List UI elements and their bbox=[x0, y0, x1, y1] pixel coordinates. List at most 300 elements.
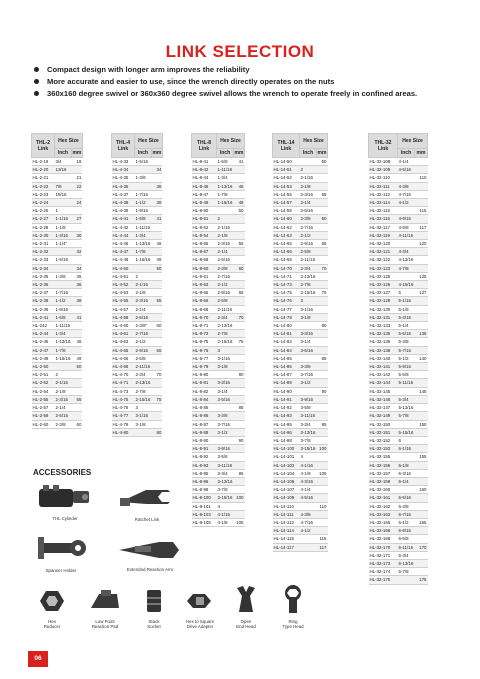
model-cell: HL-8-82 bbox=[192, 387, 217, 395]
table-row bbox=[112, 404, 163, 412]
mm-cell: 32 bbox=[71, 248, 82, 256]
mm-cell bbox=[151, 363, 162, 371]
inch-cell: 3-9/16 bbox=[217, 445, 234, 453]
model-cell: HL-32-158 bbox=[369, 477, 398, 485]
model-cell: HL-8-41 bbox=[192, 158, 217, 166]
link-header bbox=[112, 134, 135, 158]
inch-cell: 2-5/16 bbox=[300, 207, 317, 215]
table-row bbox=[192, 305, 245, 313]
table-row bbox=[273, 363, 328, 371]
mm-cell bbox=[234, 461, 245, 469]
table-row bbox=[369, 371, 428, 379]
model-cell: HL-8-57 bbox=[192, 248, 217, 256]
cylinder-icon bbox=[33, 483, 97, 511]
inch-cell: 2-3/16 bbox=[55, 395, 72, 403]
mm-cell bbox=[415, 322, 428, 330]
model-cell: HL-14-70 bbox=[273, 264, 300, 272]
mm-cell: 30 bbox=[71, 231, 82, 239]
table-row bbox=[273, 240, 328, 248]
inch-cell: 2-3/8 bbox=[300, 215, 317, 223]
mm-cell: 117 bbox=[415, 223, 428, 231]
mm-cell bbox=[71, 412, 82, 420]
table-row bbox=[273, 231, 328, 239]
mm-cell: 75 bbox=[151, 395, 162, 403]
mm-cell bbox=[317, 395, 328, 403]
model-cell: HL-32-111 bbox=[369, 182, 398, 190]
mm-cell bbox=[234, 477, 245, 485]
inch-cell: 1-13/16 bbox=[217, 183, 233, 189]
inch-header: Inch bbox=[55, 149, 72, 158]
table-row bbox=[369, 387, 428, 395]
mm-cell bbox=[317, 297, 328, 305]
table-row bbox=[32, 223, 83, 231]
inch-cell bbox=[135, 428, 152, 436]
inch-cell: 1-15/16 bbox=[135, 257, 151, 263]
model-cell: HL-4-50 bbox=[112, 264, 135, 272]
table-row bbox=[369, 363, 428, 371]
model-cell: HL-8-92 bbox=[192, 453, 217, 461]
inch-cell: 3-3/8 bbox=[217, 412, 234, 420]
table-row bbox=[369, 568, 428, 576]
table-row bbox=[369, 510, 428, 518]
inch-cell: 3-1/4 bbox=[300, 338, 317, 346]
model-cell: HL-2-59 bbox=[32, 412, 55, 420]
mm-cell bbox=[71, 289, 82, 297]
model-cell: HL-14-77 bbox=[273, 305, 300, 313]
inch-cell: 4-1/2 bbox=[300, 527, 317, 535]
open-end-head-icon bbox=[233, 584, 259, 614]
table-row bbox=[32, 387, 83, 395]
table-row bbox=[273, 379, 328, 387]
inch-cell bbox=[135, 264, 152, 272]
table-row bbox=[369, 313, 428, 321]
accessory-hex-reducer bbox=[30, 588, 74, 629]
table-row bbox=[192, 518, 245, 526]
table-row bbox=[369, 502, 428, 510]
model-cell: HL-8-100 bbox=[192, 494, 217, 502]
mm-cell bbox=[317, 231, 328, 239]
feature-item: More accurate and easier to use, since the wrench directly operates on the nuts bbox=[34, 76, 454, 87]
inch-cell: 3-1/16 bbox=[217, 354, 234, 362]
mm-cell: 36 bbox=[151, 182, 162, 190]
model-cell: HL-4-33 bbox=[112, 158, 135, 166]
model-cell: HL-8-80 bbox=[192, 371, 217, 379]
model-cell: HL-14-104 bbox=[273, 469, 300, 477]
model-cell: HL-32-138 bbox=[369, 346, 398, 354]
inch-cell: 1-11/16 bbox=[217, 167, 233, 173]
model-cell: HL-14-98 bbox=[273, 436, 300, 444]
mm-cell: 145 bbox=[415, 387, 428, 395]
table-row bbox=[112, 240, 163, 248]
inch-cell: 3-15/16 bbox=[217, 495, 233, 501]
mm-cell bbox=[151, 281, 162, 289]
inch-cell: 5-5/8 bbox=[398, 371, 415, 379]
model-cell: HL-14-101 bbox=[273, 453, 300, 461]
mm-cell bbox=[234, 395, 245, 403]
table-row bbox=[112, 322, 163, 330]
model-cell: HL-8-52 bbox=[192, 223, 217, 231]
mm-cell bbox=[151, 420, 162, 428]
inch-cell: 1-7/8 bbox=[135, 248, 152, 256]
model-cell: HL-2-49 bbox=[32, 354, 55, 362]
table-row bbox=[32, 371, 83, 379]
accessory-ratchet-link bbox=[112, 480, 182, 522]
model-cell: HL-4-76 bbox=[112, 404, 135, 412]
inch-cell: 3-1/8 bbox=[300, 313, 317, 321]
model-cell: HL-32-166 bbox=[369, 527, 398, 535]
inch-cell: 4 bbox=[300, 453, 317, 461]
model-cell: HL-2-55 bbox=[32, 395, 55, 403]
model-cell: HL-32-109 bbox=[369, 166, 398, 174]
inch-cell: 4-3/16 bbox=[300, 477, 317, 485]
mm-cell bbox=[71, 330, 82, 338]
model-cell: HL-32-146 bbox=[369, 395, 398, 403]
table-row bbox=[192, 363, 245, 371]
table-row bbox=[273, 338, 328, 346]
table-row bbox=[369, 518, 428, 526]
mm-cell bbox=[151, 231, 162, 239]
model-cell: HL-14-100 bbox=[273, 445, 300, 453]
table-row bbox=[112, 313, 163, 321]
model-cell: HL-4-57 bbox=[112, 305, 135, 313]
table-row bbox=[369, 207, 428, 215]
mm-cell bbox=[415, 412, 428, 420]
mm-cell: 105 bbox=[234, 518, 245, 526]
table-row bbox=[192, 264, 245, 272]
model-cell: HL-14-62 bbox=[273, 223, 300, 231]
model-cell: HL-4-41 bbox=[112, 215, 135, 223]
table-row bbox=[273, 428, 328, 436]
mm-cell: 21 bbox=[71, 174, 82, 182]
inch-cell: 6-13/16 bbox=[398, 560, 414, 566]
model-cell: HL-2-33 bbox=[32, 256, 55, 264]
inch-cell: 3-3/8 bbox=[300, 363, 317, 371]
table-row bbox=[369, 322, 428, 330]
mm-header: mm bbox=[234, 150, 244, 156]
model-cell: HL-14-87 bbox=[273, 371, 300, 379]
table-row bbox=[369, 272, 428, 280]
mm-cell bbox=[151, 272, 162, 280]
inch-cell: 2 bbox=[300, 166, 317, 174]
table-row bbox=[32, 199, 83, 207]
table-row bbox=[32, 158, 83, 166]
model-cell: HL-2-27 bbox=[32, 215, 55, 223]
model-cell: HL-8-71 bbox=[192, 322, 217, 330]
inch-cell: 4-5/16 bbox=[300, 494, 317, 502]
inch-cell: 4-3/8 bbox=[300, 510, 317, 518]
inch-cell: 6-3/16 bbox=[398, 469, 415, 477]
mm-cell: 41 bbox=[151, 215, 162, 223]
inch-cell bbox=[300, 535, 317, 543]
table-row bbox=[273, 436, 328, 444]
accessory-ring-head bbox=[268, 584, 318, 629]
link-table bbox=[191, 133, 245, 527]
table-row bbox=[32, 240, 83, 248]
inch-cell: 2-11/16 bbox=[217, 306, 233, 312]
model-cell: HL-8-42 bbox=[192, 166, 217, 174]
table-row bbox=[32, 395, 83, 403]
model-cell: HL-4-79 bbox=[112, 420, 135, 428]
feature-list bbox=[34, 64, 454, 100]
ring-head-icon bbox=[280, 584, 306, 614]
table-row bbox=[273, 477, 328, 485]
table-row bbox=[112, 281, 163, 289]
mm-cell: 55 bbox=[71, 395, 82, 403]
table-row bbox=[112, 264, 163, 272]
model-cell: HL-4-36 bbox=[112, 182, 135, 190]
table-row bbox=[112, 166, 163, 174]
table-row bbox=[273, 469, 328, 477]
table-row bbox=[192, 494, 245, 502]
mm-cell bbox=[151, 223, 162, 231]
link-header-line: THL-4 bbox=[115, 139, 131, 146]
mm-cell bbox=[234, 453, 245, 461]
inch-cell bbox=[398, 207, 415, 215]
mm-cell: 85 bbox=[234, 404, 245, 412]
inch-cell: 3 bbox=[217, 346, 234, 354]
table-row bbox=[192, 231, 245, 239]
table-row bbox=[32, 289, 83, 297]
inch-cell bbox=[217, 371, 234, 379]
table-row bbox=[273, 387, 328, 395]
model-cell: HL-4-44 bbox=[112, 231, 135, 239]
inch-cell: 2-1/16 bbox=[217, 223, 234, 231]
model-cell: HL-4-34 bbox=[112, 166, 135, 174]
mm-cell: 50 bbox=[151, 264, 162, 272]
inch-cell: 6-11/16 bbox=[398, 544, 414, 550]
table-row bbox=[369, 338, 428, 346]
mm-cell bbox=[234, 215, 245, 223]
inch-cell: 3-7/8 bbox=[300, 436, 317, 444]
accessory-label: Hex Reducer bbox=[43, 619, 61, 629]
inch-cell: 1-13/16 bbox=[135, 241, 151, 247]
inch-cell: 2-7/16 bbox=[300, 223, 317, 231]
inch-cell: 2-11/16 bbox=[135, 364, 151, 370]
table-row bbox=[369, 576, 428, 584]
table-row bbox=[273, 215, 328, 223]
mm-cell bbox=[151, 354, 162, 362]
mm-cell: 38 bbox=[71, 297, 82, 305]
mm-cell bbox=[151, 379, 162, 387]
inch-cell: 1-5/8 bbox=[217, 158, 234, 166]
model-cell: HL-14-76 bbox=[273, 297, 300, 305]
inch-cell: 2-9/16 bbox=[300, 240, 317, 248]
feature-item: 360x160 degree swivel or 360x360 degree swivel allows the wrench to operate freely in confined areas. bbox=[34, 88, 454, 99]
model-cell: HL-2-32 bbox=[32, 248, 55, 256]
model-cell: HL-32-175 bbox=[369, 576, 398, 584]
mm-cell: 49 bbox=[234, 199, 245, 207]
model-cell: HL-32-170 bbox=[369, 543, 398, 551]
mm-cell bbox=[415, 338, 428, 346]
inch-cell bbox=[398, 420, 415, 428]
table-row bbox=[369, 559, 428, 567]
inch-cell bbox=[217, 207, 234, 215]
mm-cell: 115 bbox=[415, 207, 428, 215]
accessory-stack-socket bbox=[134, 588, 174, 629]
link-header bbox=[32, 134, 55, 158]
table-row bbox=[369, 256, 428, 264]
reaction-pad-icon bbox=[87, 588, 123, 614]
table-row bbox=[112, 207, 163, 215]
table-row bbox=[112, 297, 163, 305]
inch-cell: 4-1/4 bbox=[398, 158, 415, 166]
inch-cell: 4-11/16 bbox=[398, 232, 414, 238]
model-cell: HL-8-66 bbox=[192, 297, 217, 305]
model-cell: HL-14-55 bbox=[273, 190, 300, 198]
inch-cell: 1-5/16 bbox=[55, 256, 72, 264]
table-row bbox=[32, 354, 83, 362]
table-row bbox=[32, 297, 83, 305]
table-row bbox=[369, 215, 428, 223]
inch-cell: 3 bbox=[300, 297, 317, 305]
table-row bbox=[112, 420, 163, 428]
mm-cell bbox=[415, 436, 428, 444]
table-row bbox=[273, 461, 328, 469]
mm-cell bbox=[415, 469, 428, 477]
mm-cell bbox=[415, 527, 428, 535]
mm-cell: 155 bbox=[415, 453, 428, 461]
inch-cell: 3-1/8 bbox=[135, 420, 152, 428]
model-cell: HL-32-171 bbox=[369, 551, 398, 559]
table-row bbox=[112, 395, 163, 403]
accessory-open-end-head bbox=[224, 584, 268, 629]
inch-cell: 2-1/4 bbox=[217, 248, 234, 256]
table-row bbox=[273, 510, 328, 518]
model-cell: HL-14-111 bbox=[273, 510, 300, 518]
model-cell: HL-4-49 bbox=[112, 256, 135, 264]
inch-cell: 13/16 bbox=[55, 166, 72, 174]
model-cell: HL-4-52 bbox=[112, 281, 135, 289]
model-cell: HL-14-79 bbox=[273, 313, 300, 321]
mm-cell bbox=[151, 305, 162, 313]
mm-cell bbox=[317, 313, 328, 321]
inch-cell: 6-1/4 bbox=[398, 477, 415, 485]
inch-cell: 5-13/16 bbox=[398, 405, 414, 411]
model-cell: HL-2-38 bbox=[32, 297, 55, 305]
model-cell: HL-32-114 bbox=[369, 199, 398, 207]
table-row bbox=[369, 182, 428, 190]
inch-cell: 5-1/16 bbox=[398, 297, 415, 305]
mm-cell bbox=[415, 461, 428, 469]
inch-cell bbox=[398, 486, 415, 494]
table-row bbox=[369, 264, 428, 272]
model-cell: HL-32-145 bbox=[369, 387, 398, 395]
mm-cell: 50 bbox=[234, 207, 245, 215]
inch-cell: 1-15/16 bbox=[55, 355, 71, 361]
model-cell: HL-32-163 bbox=[369, 510, 398, 518]
mm-cell bbox=[317, 371, 328, 379]
mm-cell bbox=[317, 248, 328, 256]
model-cell: HL-2-30 bbox=[32, 231, 55, 239]
mm-cell bbox=[234, 190, 245, 198]
mm-cell: 100 bbox=[317, 445, 328, 453]
model-cell: HL-4-42 bbox=[112, 223, 135, 231]
table-row bbox=[192, 469, 245, 477]
table-row bbox=[369, 461, 428, 469]
inch-cell bbox=[55, 199, 72, 207]
mm-cell bbox=[234, 272, 245, 280]
table-row bbox=[369, 281, 428, 289]
inch-cell: 3-1/16 bbox=[135, 412, 152, 420]
inch-cell: 2-3/16 bbox=[217, 240, 234, 248]
mm-cell bbox=[317, 510, 328, 518]
table-row bbox=[192, 486, 245, 494]
inch-cell bbox=[135, 166, 152, 174]
model-cell: HL-32-116 bbox=[369, 215, 398, 223]
mm-cell bbox=[234, 223, 245, 231]
inch-cell: 2-5/8 bbox=[135, 354, 152, 362]
model-cell: HL-14-71 bbox=[273, 272, 300, 280]
mm-cell: 65 bbox=[317, 240, 328, 248]
inch-cell: 2-1/4 bbox=[300, 199, 317, 207]
accessory-cylinder bbox=[30, 483, 100, 521]
inch-cell: 1-1/4" bbox=[55, 240, 72, 248]
mm-cell bbox=[415, 297, 428, 305]
inch-cell: 5-3/8 bbox=[398, 338, 415, 346]
table-row bbox=[112, 199, 163, 207]
inch-cell bbox=[398, 576, 415, 584]
table-row bbox=[192, 379, 245, 387]
model-cell: HL-14-75 bbox=[273, 289, 300, 297]
table-row bbox=[192, 322, 245, 330]
table-row bbox=[273, 207, 328, 215]
mm-cell: 34 bbox=[71, 264, 82, 272]
table-row bbox=[369, 166, 428, 174]
table-row bbox=[369, 223, 428, 231]
mm-cell: 135 bbox=[415, 330, 428, 338]
table-row bbox=[273, 305, 328, 313]
inch-cell: 1-3/4 bbox=[135, 231, 152, 239]
table-row bbox=[112, 387, 163, 395]
model-cell: HL-14-51 bbox=[273, 166, 300, 174]
inch-cell: 3-11/16 bbox=[300, 413, 316, 419]
table-row bbox=[192, 420, 245, 428]
inch-cell: 5-9/16 bbox=[398, 363, 415, 371]
table-row bbox=[32, 330, 83, 338]
model-cell: HL-2-28 bbox=[32, 223, 55, 231]
link-header-line: THL-32 bbox=[374, 139, 392, 146]
table-row bbox=[192, 248, 245, 256]
table-row bbox=[273, 420, 328, 428]
mm-cell bbox=[234, 428, 245, 436]
table-row bbox=[369, 231, 428, 239]
model-cell: HL-8-51 bbox=[192, 215, 217, 223]
mm-cell bbox=[151, 174, 162, 182]
link-header-line: Link bbox=[377, 145, 389, 152]
table-row bbox=[192, 289, 245, 297]
table-row bbox=[369, 428, 428, 436]
mm-cell bbox=[234, 174, 245, 182]
inch-cell: 3-5/16 bbox=[300, 346, 317, 354]
inch-cell: 2-9/16 bbox=[135, 346, 152, 354]
model-cell: HL-32-150 bbox=[369, 420, 398, 428]
model-cell: HL-8-91 bbox=[192, 445, 217, 453]
inch-cell: 3-7/16 bbox=[300, 371, 317, 379]
mm-cell: 19 bbox=[71, 158, 82, 166]
table-row bbox=[32, 346, 83, 354]
model-cell: HL-4-47 bbox=[112, 248, 135, 256]
model-cell: HL-32-141 bbox=[369, 363, 398, 371]
model-cell: HL-32-110 bbox=[369, 174, 398, 182]
reaction-arm-icon bbox=[115, 536, 185, 562]
model-cell: HL-8-54 bbox=[192, 231, 217, 239]
model-cell: HL-32-125 bbox=[369, 272, 398, 280]
inch-cell: 2-15/16 bbox=[217, 339, 233, 345]
model-cell: HL-32-149 bbox=[369, 412, 398, 420]
table-row bbox=[192, 338, 245, 346]
model-cell: HL-2-35 bbox=[32, 272, 55, 280]
inch-cell: 3-1/4 bbox=[217, 387, 234, 395]
